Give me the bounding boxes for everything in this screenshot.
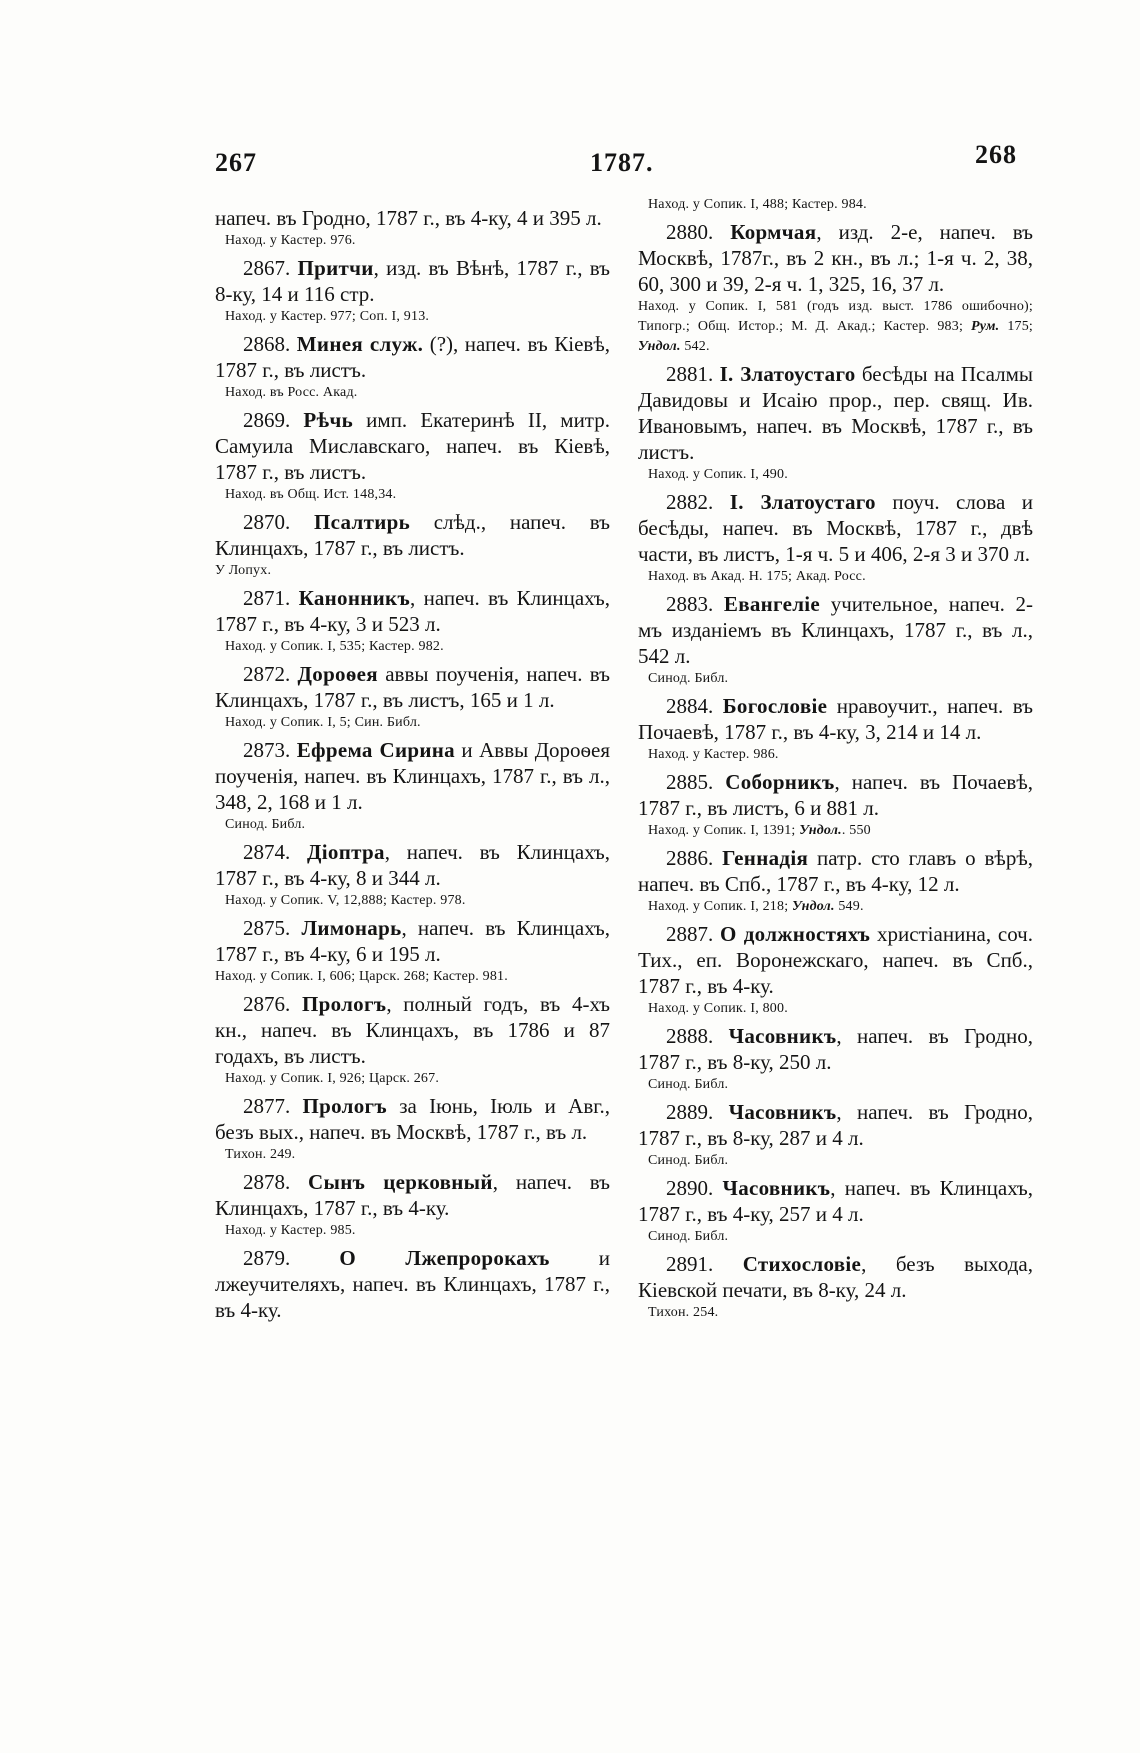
entry-number: 2878. (243, 1170, 291, 1194)
entry-text: , напеч. въ Почаевѣ, 1787 г., въ листъ, 6 и 881 л. (638, 770, 1034, 820)
entry-text: (?), напеч. въ Кіевѣ, 1787 г., въ листъ. (215, 332, 611, 382)
entry-number: 2869. (243, 408, 291, 432)
entry-body (215, 915, 610, 967)
entry-body (215, 585, 610, 637)
entry-body (638, 591, 1033, 669)
entry-text: , напеч. въ Клинцахъ, 1787 г., въ 4-ку, 257 и 4 л. (638, 1176, 1033, 1226)
entry-body (215, 661, 610, 713)
entry-title: Притчи (297, 256, 374, 280)
entry-title: Дороѳея (297, 662, 378, 686)
entry-note: Синод. Библ. (648, 671, 729, 686)
entry-title: Часовникъ (728, 1024, 837, 1048)
entry-title: Соборникъ (725, 770, 835, 794)
entry-text: слѣд., напеч. въ Клинцахъ, 1787 г., въ листъ. (215, 510, 610, 560)
entry-2883 (638, 591, 1033, 689)
entry-2868 (215, 331, 610, 403)
entry-number: 2883. (666, 592, 714, 616)
entry-number: 2886. (666, 846, 714, 870)
entry-body (215, 407, 610, 485)
entry-text: и лжеучителяхъ, напеч. въ Клинцахъ, 1787 г., въ 4-ку. (215, 1246, 610, 1322)
entry-note: Тихон. 254. (648, 1305, 719, 1320)
entry-note: Синод. Библ. (648, 1153, 729, 1168)
entry-title: Сынъ церковный (308, 1170, 493, 1194)
entry-text: , напеч. въ Гродно, 1787 г., въ 8-ку, 250 л. (638, 1024, 1033, 1074)
entry-2886 (638, 845, 1033, 917)
entry-title: Рѣчь (303, 408, 353, 432)
entry-title: Канонникъ (298, 586, 410, 610)
entry-text: нравоучит., напеч. въ Почаевѣ, 1787 г., въ 4-ку, 3, 214 и 14 л. (638, 694, 1034, 744)
entry-note (648, 821, 1033, 841)
entry-text: , изд. 2-е, напеч. въ Москвѣ, 1787г., въ 2 кн., въ л.; 1-я ч. 2, 38, 60, 300 и 39, 2-я ч. 1, 325, 16, 37 л. (638, 220, 1033, 296)
entry-2870 (215, 509, 610, 581)
entry-2879 (215, 1245, 610, 1323)
entry-number: 2871. (243, 586, 291, 610)
entry-text: , изд. въ Вѣнѣ, 1787 г., въ 8-ку, 14 и 116 стр. (215, 256, 611, 306)
entry-note: Тихон. 249. (225, 1147, 296, 1162)
entry-title: І. Златоустаго (719, 362, 856, 386)
entry-text: и Аввы Дороѳея поученія, напеч. въ Клинцахъ, 1787 г., въ л., 348, 2, 168 и 1 л. (215, 738, 610, 814)
entry-title: І. Златоустаго (729, 490, 876, 514)
entry-text: аввы поученія, напеч. въ Клинцахъ, 1787 г., въ листъ, 165 и 1 л. (215, 662, 610, 712)
page-number-right: 268 (975, 140, 1017, 169)
entry-title: Лимонарь (301, 916, 402, 940)
entry-2873 (215, 737, 610, 835)
entry-note: Наход. у Кастер. 986. (648, 747, 779, 762)
entry-body (215, 1245, 610, 1323)
entry-number: 2874. (243, 840, 291, 864)
entry-continued (215, 205, 610, 251)
entry-text: патр. сто главъ о вѣрѣ, напеч. въ Спб., 1787 г., въ 4-ку, 12 л. (638, 846, 1033, 896)
page-header (0, 140, 1140, 180)
entry-title: Діоптра (307, 840, 385, 864)
entry-note: Наход. у Кастер. 985. (225, 1223, 356, 1238)
entry-number: 2891. (666, 1252, 714, 1276)
entry-note: Наход. у Кастер. 977; Соп. I, 913. (225, 309, 430, 324)
entry-body (638, 845, 1033, 897)
entry-body (638, 1099, 1033, 1151)
entry-note (638, 297, 1033, 357)
entry-number: 2875. (243, 916, 291, 940)
entry-body (215, 839, 610, 891)
left-column (215, 205, 610, 1325)
entry-note: Синод. Библ. (648, 1229, 729, 1244)
entry-number: 2885. (666, 770, 714, 794)
entry-2878 (215, 1169, 610, 1241)
entry-2884 (638, 693, 1033, 765)
entry-2871 (215, 585, 610, 657)
entry-text: , напеч. въ Клинцахъ, 1787 г., въ 4-ку, 3 и 523 л. (215, 586, 610, 636)
entry-number: 2872. (243, 662, 291, 686)
entry-number: 2868. (243, 332, 291, 356)
entry-body (215, 1169, 610, 1221)
entry-2891 (638, 1251, 1033, 1323)
entry-note: Наход. въ Акад. Н. 175; Акад. Росс. (648, 569, 866, 584)
entry-2880 (638, 219, 1033, 357)
entry-title: Минея служ. (296, 332, 424, 356)
entry-number: 2890. (666, 1176, 714, 1200)
entry-2887 (638, 921, 1033, 1019)
entry-body (638, 219, 1033, 297)
entry-body (638, 921, 1033, 999)
entry-2875 (215, 915, 610, 987)
entry-body (638, 489, 1033, 567)
entry-number: 2876. (243, 992, 291, 1016)
entry-title: Часовникъ (728, 1100, 837, 1124)
entry-2877 (215, 1093, 610, 1165)
entry-body (215, 1093, 610, 1145)
entry-note: Наход. у Сопик. I, 488; Кастер. 984. (648, 197, 867, 212)
entry-2876 (215, 991, 610, 1089)
entry-text: , напеч. въ Гродно, 1787 г., въ 8-ку, 287 и 4 л. (638, 1100, 1033, 1150)
entry-note: Наход. у Сопик. I, 490. (648, 467, 788, 482)
entry-2874 (215, 839, 610, 911)
entry-note: Наход. у Кастер. 976. (225, 233, 356, 248)
entry-text: , напеч. въ Клинцахъ, 1787 г., въ 4-ку, 8 и 344 л. (215, 840, 610, 890)
entry-note: Синод. Библ. (648, 1077, 729, 1092)
entry-title: Геннадія (722, 846, 809, 870)
entry-note: Наход. у Сопик. I, 800. (648, 1001, 788, 1016)
entry-title: Часовникъ (722, 1176, 831, 1200)
entry-text: имп. Екатеринѣ II, митр. Самуила Миславскаго, напеч. въ Кіевѣ, 1787 г., въ листъ. (215, 408, 610, 484)
entry-note: Наход. у Сопик. I, 606; Царск. 268; Кастер. 981. (215, 969, 508, 984)
entry-note: Наход. у Сопик. I, 926; Царск. 267. (225, 1071, 440, 1086)
entry-title: О Лжепророкахъ (339, 1246, 550, 1270)
note-abbrev: Рум. (971, 319, 1000, 334)
entry-text: , напеч. въ Клинцахъ, 1787 г., въ 4-ку, 6 и 195 л. (215, 916, 611, 966)
entry-note: У Лопух. (215, 563, 272, 578)
entry-note: Наход. у Сопик. V, 12,888; Кастер. 978. (225, 893, 466, 908)
entry-body (215, 255, 610, 307)
right-column (638, 195, 1033, 1327)
entry-body (638, 769, 1033, 821)
note-abbrev: Ундол. (799, 823, 842, 838)
entry-body (215, 991, 610, 1069)
entry-title: Стихословіе (742, 1252, 862, 1276)
entry-number: 2882. (666, 490, 714, 514)
entry-number: 2887. (666, 922, 714, 946)
entry-number: 2888. (666, 1024, 714, 1048)
entry-body (215, 509, 610, 561)
entry-title: Псалтирь (314, 510, 410, 534)
note-text: 175; (999, 319, 1034, 334)
entry-2889 (638, 1099, 1033, 1171)
entry-body (638, 1023, 1033, 1075)
entry-text: поуч. слова и бесѣды, напеч. въ Москвѣ, 1787 г., двѣ части, въ листъ, 1-я ч. 5 и 406, 2-я 3 и 370 л. (638, 490, 1034, 566)
entry-text: учительное, напеч. 2-мъ изданіемъ въ Клинцахъ, 1787 г., въ л., 542 л. (638, 592, 1034, 668)
entry-body (215, 737, 610, 815)
entry-2869 (215, 407, 610, 505)
note-abbrev: Ундол. (792, 899, 835, 914)
note-text: Наход. у Сопик. I, 581 (годъ изд. выст. 1786 ошибочно); Типогр.; Общ. Истор.; М. Д. Акад.; Кастер. 983; (638, 299, 1033, 334)
entry-number: 2870. (243, 510, 291, 534)
entry-2867 (215, 255, 610, 327)
note-text: Наход. у Сопик. I, 218; (648, 899, 792, 914)
entry-text: напеч. въ Гродно, 1787 г., въ 4-ку, 4 и 395 л. (215, 206, 602, 230)
entry-text: , безъ выхода, Кіевской печати, въ 8-ку, 24 л. (638, 1252, 1033, 1302)
entry-title: Прологъ (301, 992, 387, 1016)
entry-note: Наход. въ Росс. Акад. (225, 385, 358, 400)
entry-note: Наход. у Сопик. I, 5; Син. Библ. (225, 715, 421, 730)
entry-number: 2879. (243, 1246, 291, 1270)
entry-text: , напеч. въ Клинцахъ, 1787 г., въ 4-ку. (215, 1170, 610, 1220)
entry-number: 2884. (666, 694, 714, 718)
entry-number: 2867. (243, 256, 291, 280)
entry-title: Евангеліе (723, 592, 821, 616)
entry-title: Кормчая (730, 220, 817, 244)
entry-text: христіанина, соч. Тих., еп. Воронежскаго, напеч. въ Спб., 1787 г., въ 4-ку. (638, 922, 1033, 998)
entry-note: Синод. Библ. (225, 817, 306, 832)
entry-body (638, 361, 1033, 465)
entry-text: , полный годъ, въ 4-хъ кн., напеч. въ Клинцахъ, въ 1786 и 87 годахъ, въ листъ. (215, 992, 611, 1068)
note-abbrev: Ундол. (638, 339, 681, 354)
running-head-year: 1787. (590, 148, 654, 177)
entry-2885 (638, 769, 1033, 841)
entry-body (638, 1175, 1033, 1227)
entry-2890 (638, 1175, 1033, 1247)
entry-2872 (215, 661, 610, 733)
entry-number: 2880. (666, 220, 714, 244)
entry-number: 2873. (243, 738, 291, 762)
entry-title: О должностяхъ (720, 922, 871, 946)
entry-title: Богословіе (722, 694, 828, 718)
entry-number: 2889. (666, 1100, 714, 1124)
note-text: 542. (680, 339, 710, 354)
entry-note: Наход. у Сопик. I, 535; Кастер. 982. (225, 639, 444, 654)
entry-2888 (638, 1023, 1033, 1095)
entry-number: 2877. (243, 1094, 291, 1118)
entry-body (638, 693, 1033, 745)
entry-title: Ефрема Сирина (296, 738, 455, 762)
entry-number: 2881. (666, 362, 714, 386)
entry-2882 (638, 489, 1033, 587)
note-text: . 550 (841, 823, 871, 838)
entry-note (648, 897, 1033, 917)
entry-note: Наход. въ Общ. Ист. 148,34. (225, 487, 397, 502)
entry-2881 (638, 361, 1033, 485)
entry-body (638, 1251, 1033, 1303)
note-text: Наход. у Сопик. I, 1391; (648, 823, 800, 838)
entry-title: Прологъ (302, 1094, 387, 1118)
note-text: 549. (834, 899, 864, 914)
entry-text: бесѣды на Псалмы Давидовы и Исаію прор., пер. свящ. Ив. Ивановымъ, напеч. въ Москвѣ, 1787 г., въ листъ. (638, 362, 1033, 464)
page-number-left: 267 (215, 148, 257, 177)
entry-body (215, 331, 610, 383)
entry-text: за Іюнь, Іюль и Авг., безъ вых., напеч. въ Москвѣ, 1787 г., въ л. (215, 1094, 610, 1144)
